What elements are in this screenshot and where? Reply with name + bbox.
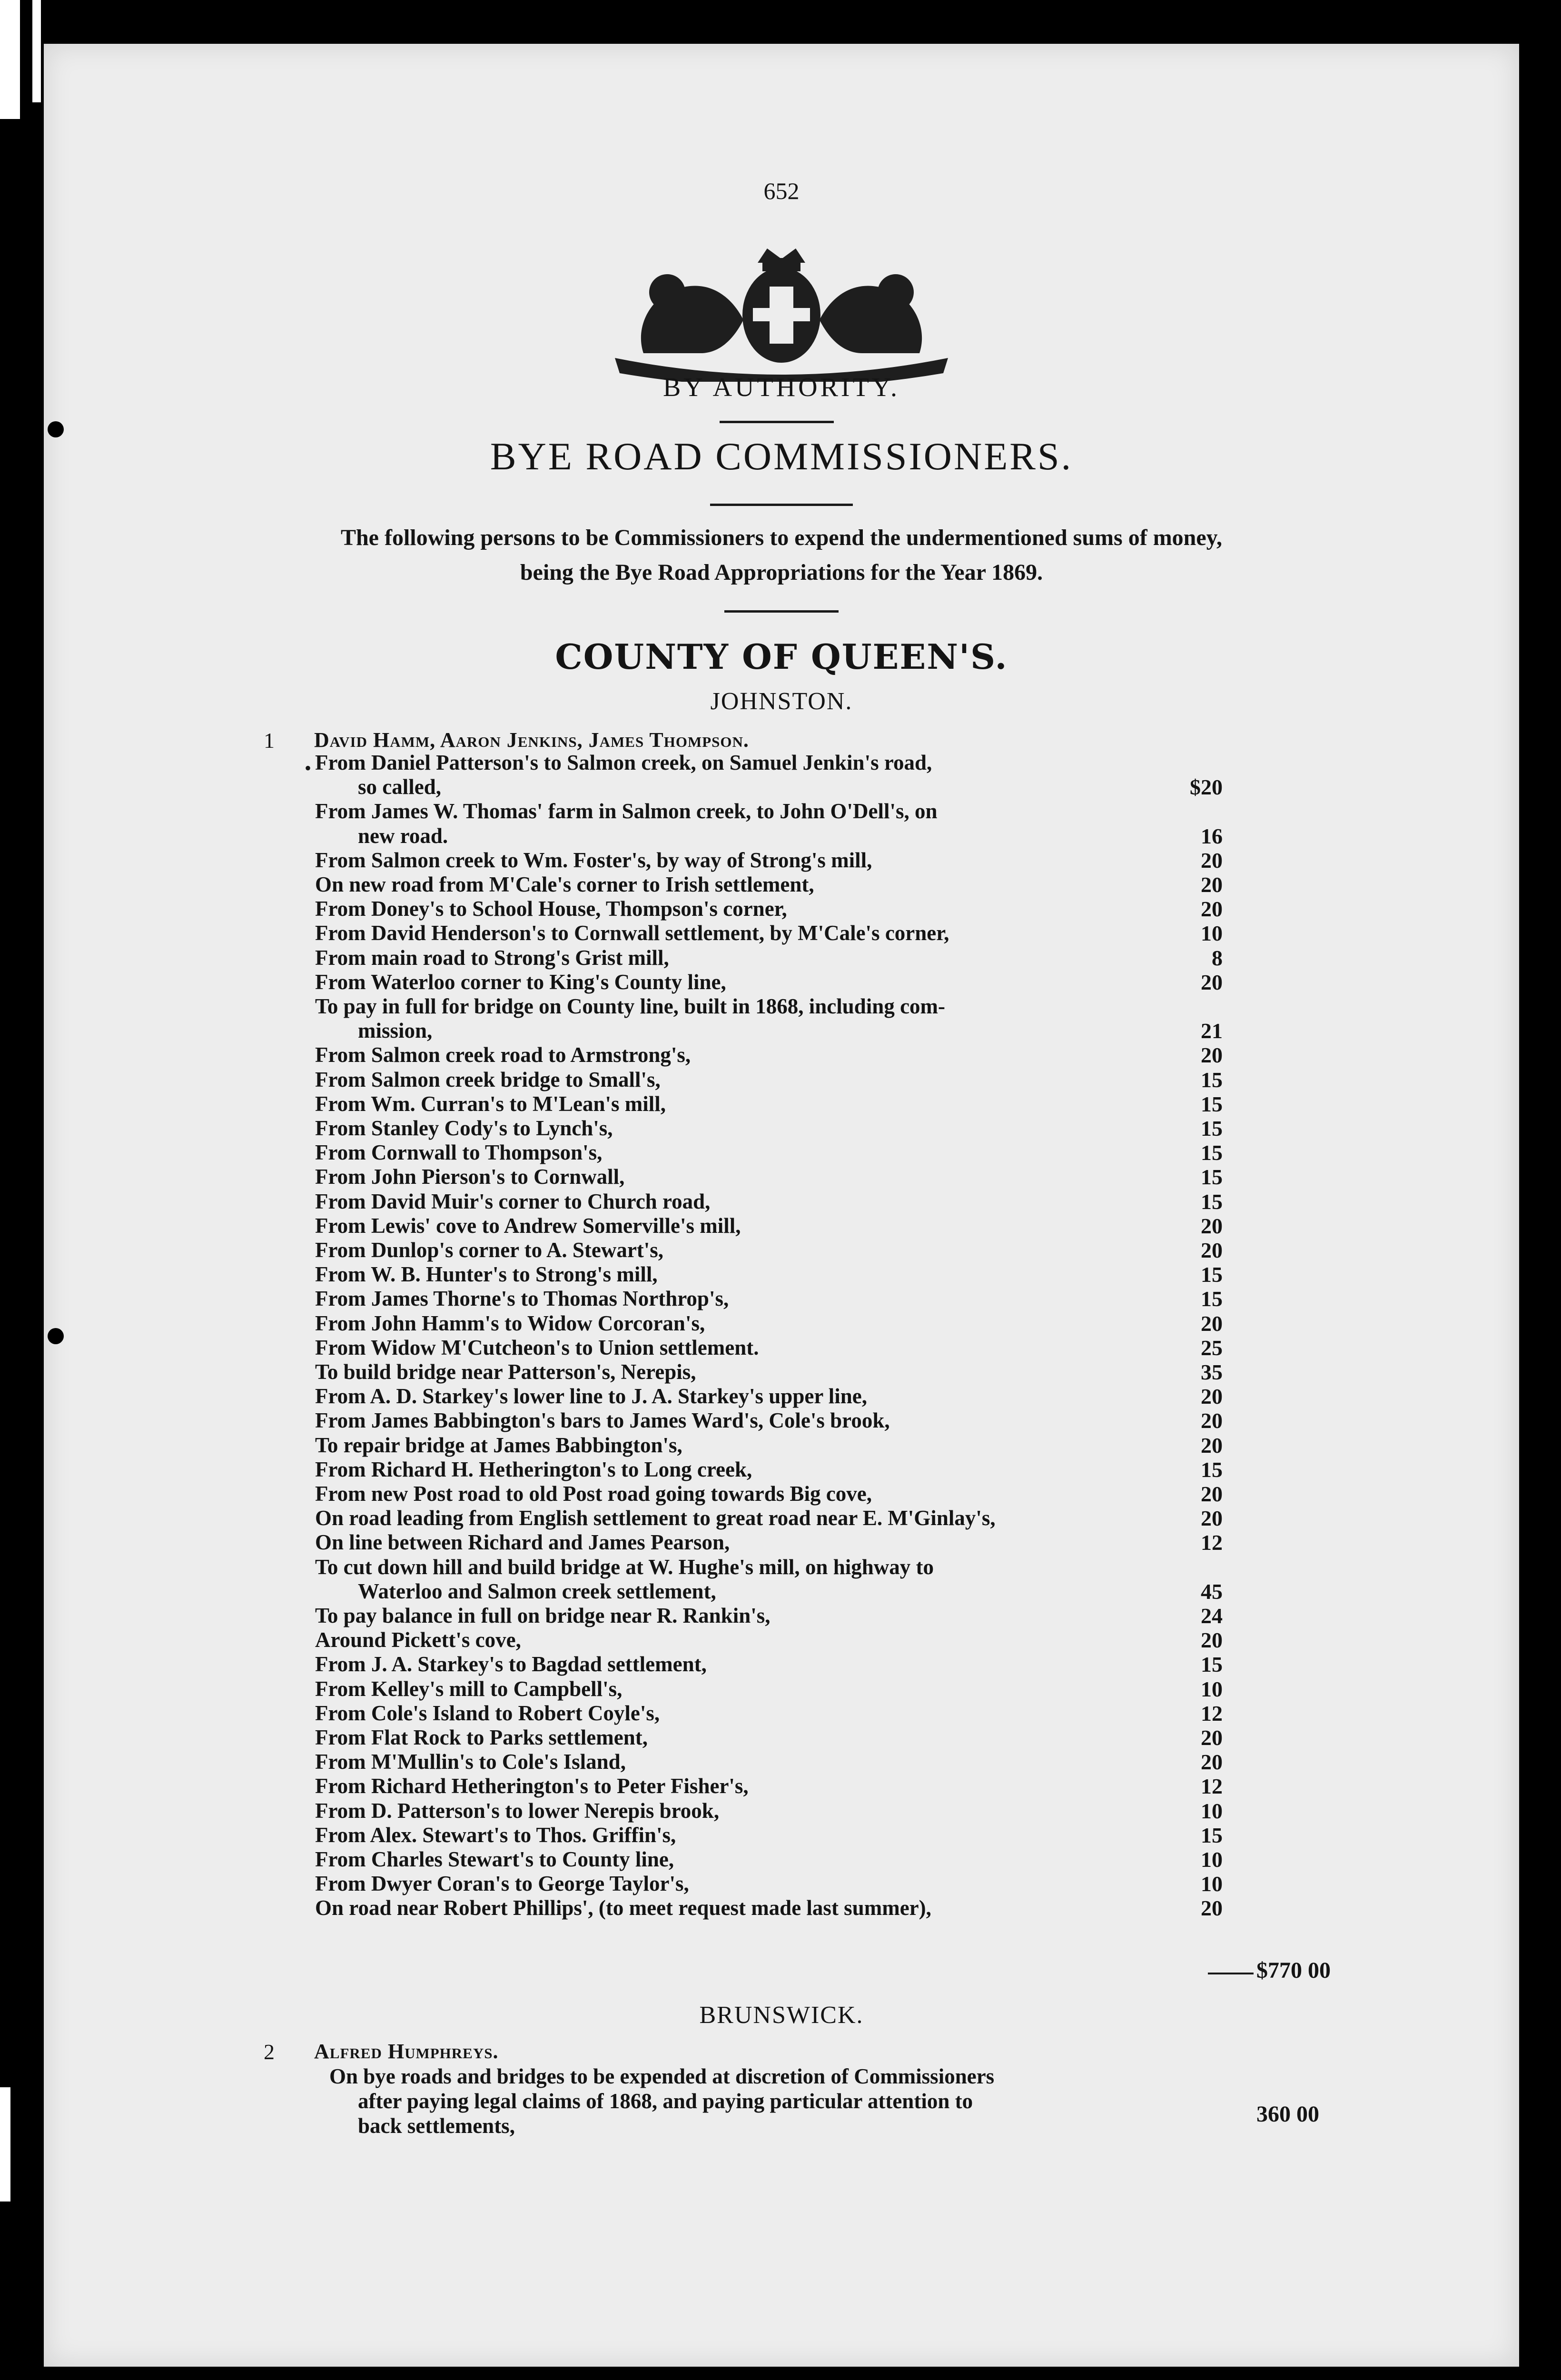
item-description: From Doney's to School House, Thompson's corner,	[315, 897, 787, 921]
item-amount: 15	[1201, 1458, 1223, 1482]
punch-hole	[48, 421, 64, 437]
film-edge-mark	[32, 0, 41, 102]
list-item	[315, 801, 1172, 825]
item-amount: 20	[1201, 897, 1223, 921]
item-description: From Lewis' cove to Andrew Somerville's mill,	[315, 1214, 741, 1238]
list-item	[315, 1360, 1223, 1386]
list-item	[315, 1165, 1223, 1190]
list-item	[315, 1116, 1223, 1142]
item-amount: 20	[1201, 970, 1223, 994]
item-amount: 20	[1201, 1043, 1223, 1067]
list-item	[315, 1701, 1223, 1727]
item-amount: 20	[1201, 848, 1223, 873]
total-rule	[1208, 1973, 1254, 1974]
item-description: From Stanley Cody's to Lynch's,	[315, 1116, 613, 1140]
item-description: From A. D. Starkey's lower line to J. A. Starkey's upper line,	[315, 1384, 868, 1408]
commissioners-names: David Hamm, Aaron Jenkins, James Thompson.	[314, 728, 749, 752]
item-description: From John Hamm's to Widow Corcoran's,	[315, 1311, 705, 1335]
list-item	[315, 1506, 1223, 1532]
list-item	[315, 970, 1223, 996]
item-description: To repair bridge at James Babbington's,	[315, 1433, 682, 1457]
list-item	[315, 921, 1223, 947]
item-amount: 15	[1201, 1116, 1223, 1140]
item-description: On line between Richard and James Pearson,	[315, 1530, 730, 1554]
list-item	[315, 1238, 1223, 1264]
item-amount: 15	[1201, 1287, 1223, 1311]
intro-line-1: The following persons to be Commissioners to expend the undermentioned sums of money,	[340, 525, 1223, 550]
list-item	[315, 1799, 1223, 1825]
list-item	[315, 1896, 1223, 1922]
item-amount: 10	[1201, 1872, 1223, 1896]
list-item	[315, 1458, 1223, 1483]
page-number: 652	[763, 178, 800, 204]
royal-coat-of-arms-icon	[563, 248, 1000, 382]
list-item	[358, 1019, 1223, 1044]
item-amount: 10	[1201, 1799, 1223, 1823]
list-item	[315, 848, 1223, 874]
item-description: From D. Patterson's to lower Nerepis brook,	[315, 1799, 720, 1823]
item-amount: 20	[1201, 1311, 1223, 1336]
section-heading-johnston: JOHNSTON.	[710, 688, 853, 715]
intro-line-2: being the Bye Road Appropriations for the Year 1869.	[520, 560, 1043, 585]
item-description: From John Pierson's to Cornwall,	[315, 1165, 625, 1189]
list-item	[315, 1652, 1223, 1678]
list-item	[315, 1604, 1223, 1629]
list-item	[315, 897, 1223, 922]
item-amount: 15	[1201, 1262, 1223, 1287]
list-item	[315, 1872, 1223, 1897]
item-amount: 45	[1201, 1579, 1223, 1604]
item-amount: $20	[1190, 775, 1223, 799]
item-description: From Salmon creek to Wm. Foster's, by way of Strong's mill,	[315, 848, 872, 872]
item-description: From main road to Strong's Grist mill,	[315, 946, 669, 970]
item-amount: 15	[1201, 1190, 1223, 1214]
item-amount: 12	[1201, 1530, 1223, 1555]
list-item	[315, 1043, 1223, 1069]
item-amount: 20	[1201, 1726, 1223, 1750]
film-edge-mark	[0, 2087, 10, 2202]
item-amount: 15	[1201, 1140, 1223, 1165]
section-heading-brunswick: BRUNSWICK.	[699, 2002, 864, 2029]
bullet-mark: •	[305, 757, 312, 779]
item-amount: 15	[1201, 1068, 1223, 1092]
list-item	[315, 1408, 1223, 1434]
item-description: so called,	[358, 775, 441, 799]
list-item	[315, 1384, 1223, 1410]
item-description: From M'Mullin's to Cole's Island,	[315, 1750, 626, 1774]
list-item	[358, 775, 1223, 801]
list-item	[315, 996, 1172, 1020]
item-amount: 20	[1201, 1384, 1223, 1408]
list-item	[315, 1140, 1223, 1166]
item-amount: 20	[1201, 1896, 1223, 1920]
item-amount: 25	[1201, 1336, 1223, 1360]
item-description: From Widow M'Cutcheon's to Union settlement.	[315, 1336, 759, 1359]
list-item	[315, 1677, 1223, 1703]
list-item	[315, 1190, 1223, 1215]
item-description: From Alex. Stewart's to Thos. Griffin's,	[315, 1823, 676, 1847]
item-description: From Cornwall to Thompson's,	[315, 1140, 603, 1164]
list-item	[315, 1433, 1223, 1459]
item-description: On road near Robert Phillips', (to meet request made last summer),	[315, 1896, 931, 1920]
film-edge-mark	[0, 0, 20, 119]
divider	[720, 421, 834, 423]
list-item	[358, 1579, 1223, 1605]
item-description: From David Muir's corner to Church road,	[315, 1190, 711, 1213]
item-description: From Daniel Patterson's to Salmon creek, on Samuel Jenkin's road,	[315, 751, 932, 774]
item-amount: 12	[1201, 1701, 1223, 1726]
item-description: Waterloo and Salmon creek settlement,	[358, 1579, 716, 1603]
county-heading: COUNTY OF QUEEN'S.	[555, 636, 1008, 677]
item-amount: 20	[1201, 1408, 1223, 1433]
item-description: From Dunlop's corner to A. Stewart's,	[315, 1238, 664, 1262]
list-item	[315, 1557, 1172, 1581]
item-amount: 15	[1201, 1652, 1223, 1676]
item-description: From Kelley's mill to Campbell's,	[315, 1677, 622, 1701]
item-description: From James Babbington's bars to James Ward's, Cole's brook,	[315, 1408, 890, 1432]
by-authority-heading: BY AUTHORITY.	[662, 373, 900, 402]
list-item	[315, 1823, 1223, 1849]
list-item	[315, 1482, 1223, 1507]
list-item: On bye roads and bridges to be expended at discretion of Commissioners	[329, 2064, 995, 2088]
item-description: On road leading from English settlement to great road near E. M'Ginlay's,	[315, 1506, 996, 1530]
item-description: From Salmon creek road to Armstrong's,	[315, 1043, 691, 1067]
item-amount: 16	[1201, 824, 1223, 848]
item-description: mission,	[358, 1019, 433, 1042]
section-total: $770 00	[1256, 1958, 1331, 1983]
item-description: From J. A. Starkey's to Bagdad settlement,	[315, 1652, 707, 1676]
punch-hole	[48, 1328, 64, 1344]
item-description: To pay in full for bridge on County line, built in 1868, including com-	[315, 994, 946, 1018]
item-amount: 10	[1201, 921, 1223, 945]
item-description: From Salmon creek bridge to Small's,	[315, 1068, 661, 1091]
page-title: BYE ROAD COMMISSIONERS.	[490, 435, 1073, 478]
list-item	[315, 1726, 1223, 1751]
section-number: 1	[264, 728, 275, 753]
item-amount: 20	[1201, 1750, 1223, 1774]
item-description: From Wm. Curran's to M'Lean's mill,	[315, 1092, 666, 1116]
list-item	[315, 1092, 1223, 1118]
list-item	[315, 1774, 1223, 1800]
item-amount: 20	[1201, 1482, 1223, 1506]
item-description: From Richard H. Hetherington's to Long creek,	[315, 1458, 752, 1481]
item-description: From Richard Hetherington's to Peter Fisher's,	[315, 1774, 749, 1798]
list-item	[315, 1750, 1223, 1775]
list-item	[315, 1847, 1223, 1873]
item-description: To build bridge near Patterson's, Nerepis,	[315, 1360, 696, 1384]
item-amount: 20	[1201, 1506, 1223, 1530]
item-description: To pay balance in full on bridge near R. Rankin's,	[315, 1604, 771, 1627]
item-description: new road.	[358, 824, 448, 848]
item-amount: 12	[1201, 1774, 1223, 1798]
list-item	[315, 1336, 1223, 1361]
list-item	[315, 1628, 1223, 1654]
item-description: From James Thorne's to Thomas Northrop's,	[315, 1287, 729, 1310]
item-amount: 15	[1201, 1165, 1223, 1189]
item-amount: 15	[1201, 1823, 1223, 1847]
item-amount: 8	[1212, 946, 1223, 970]
section-number: 2	[264, 2040, 275, 2064]
item-amount: 10	[1201, 1677, 1223, 1701]
list-item	[315, 1311, 1223, 1337]
item-description: From W. B. Hunter's to Strong's mill,	[315, 1262, 658, 1286]
list-item	[315, 946, 1223, 972]
item-amount: 20	[1201, 1238, 1223, 1262]
item-description: Around Pickett's cove,	[315, 1628, 521, 1652]
item-amount: 20	[1201, 873, 1223, 897]
item-amount: 20	[1201, 1433, 1223, 1458]
list-item	[315, 1214, 1223, 1240]
item-amount: 20	[1201, 1214, 1223, 1238]
list-item: after paying legal claims of 1868, and paying particular attention to	[358, 2089, 973, 2113]
item-description: On new road from M'Cale's corner to Irish settlement,	[315, 873, 814, 896]
list-item	[315, 1287, 1223, 1312]
section-total: 360 00	[1256, 2102, 1319, 2127]
list-item	[315, 752, 1172, 776]
item-amount: 20	[1201, 1628, 1223, 1652]
item-amount: 15	[1201, 1092, 1223, 1116]
item-description: From David Henderson's to Cornwall settlement, by M'Cale's corner,	[315, 921, 949, 945]
item-description: From Flat Rock to Parks settlement,	[315, 1726, 648, 1749]
list-item: back settlements,	[358, 2114, 515, 2138]
item-amount: 35	[1201, 1360, 1223, 1384]
item-description: From James W. Thomas' farm in Salmon creek, to John O'Dell's, on	[315, 799, 938, 823]
list-item	[315, 1530, 1223, 1556]
list-item	[315, 873, 1223, 898]
divider	[724, 610, 839, 613]
divider	[710, 504, 853, 506]
list-item	[315, 1068, 1223, 1093]
item-description: From Waterloo corner to King's County line,	[315, 970, 726, 994]
item-amount: 21	[1201, 1019, 1223, 1043]
list-item	[358, 824, 1223, 850]
item-amount: 24	[1201, 1604, 1223, 1628]
item-description: From Dwyer Coran's to George Taylor's,	[315, 1872, 689, 1895]
item-description: From Charles Stewart's to County line,	[315, 1847, 674, 1871]
item-description: From new Post road to old Post road going towards Big cove,	[315, 1482, 872, 1506]
document-page	[44, 44, 1519, 2367]
item-description: To cut down hill and build bridge at W. Hughe's mill, on highway to	[315, 1555, 934, 1579]
list-item	[315, 1262, 1223, 1288]
item-description: From Cole's Island to Robert Coyle's,	[315, 1701, 660, 1725]
commissioners-names: Alfred Humphreys.	[314, 2040, 499, 2063]
item-amount: 10	[1201, 1847, 1223, 1872]
